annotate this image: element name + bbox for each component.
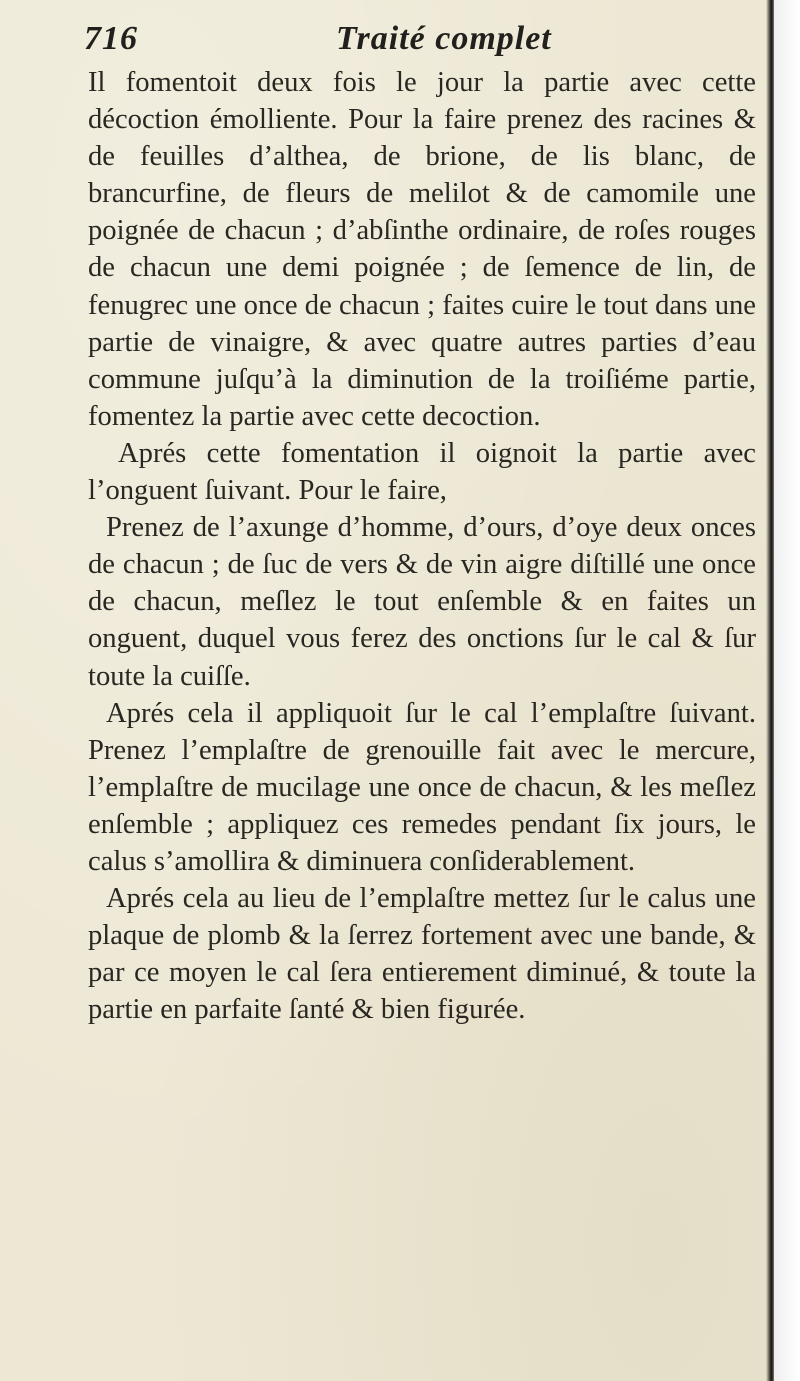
page-number: 716 <box>84 20 138 57</box>
body-text <box>88 64 756 1028</box>
running-title: Traité complet <box>336 20 552 57</box>
paragraph-emplastre: Aprés cela il appliquoit ſur le cal l’emplaſtre ſuivant. Prenez l’emplaſtre de grenouille fait avec le mercure, l’emplaſtre de mucilage une once de chacun, & les meſlez enſemble ; appliquez ces remedes pendant ſix jours, le calus s’amollira & diminuera conſiderablement. <box>88 697 756 877</box>
show-through-text <box>400 1185 760 1221</box>
paragraph-decoction: Il fomentoit deux fois le jour la partie avec cette décoction émolliente. Pour la faire prenez des racines & de feuilles d’althea, de brione, de lis blanc, de brancurfine, de fleurs de melilot & de camomile une poignée de chacun ; d’abſinthe ordinaire, de roſes rouges de chacun une demi poignée ; de ſemence de lin, de fenugrec une once de chacun ; faites cuire le tout dans une partie de vinaigre, & avec quatre autres parties d’eau commune juſqu’à la diminution de la troiſiéme partie, fomentez la partie avec cette decoction. <box>88 67 756 432</box>
paragraph-plaque-plomb: Aprés cela au lieu de l’emplaſtre mettez ſur le calus une plaque de plomb & la ſerrez fortement avec une bande, & par ce moyen le cal ſera entierement diminué, & toute la partie en parfaite ſanté & bien figurée. <box>88 883 756 1026</box>
paragraph-fomentation: Aprés cette fomentation il oignoit la partie avec l’onguent ſuivant. Pour le faire, <box>88 437 756 507</box>
page-header <box>84 20 754 68</box>
paragraph-onguent-recipe: Prenez de l’axunge d’homme, d’ours, d’oye deux onces de chacun ; de ſuc de vers & de vin aigre diſtillé une once de chacun, meſlez le tout enſemble & en faites un onguent, duquel vous ferez des onctions ſur le cal & ſur toute la cuiſſe. <box>88 512 756 692</box>
page-gutter <box>774 0 800 1381</box>
